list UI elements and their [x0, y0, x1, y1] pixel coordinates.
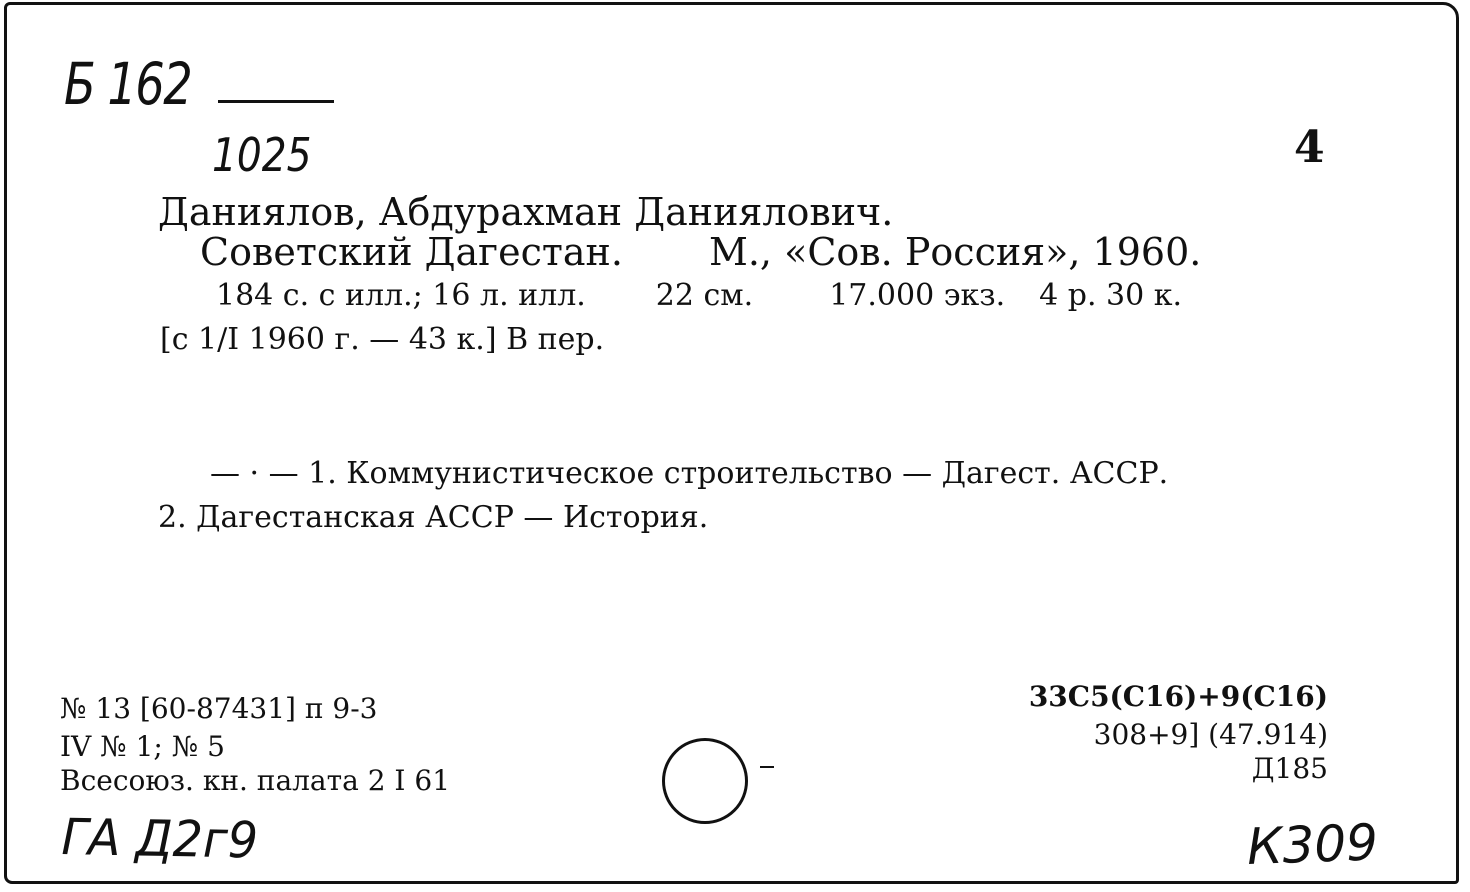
pages: 184 с. с илл.; 16 л. илл. [216, 278, 586, 313]
footer-left-line-2: IV № 1; № 5 [60, 730, 225, 763]
book-title: Советский Дагестан. [200, 230, 623, 274]
rod-hole-circle [662, 738, 748, 824]
title-line [200, 230, 1201, 274]
physical-description [216, 278, 1182, 313]
classification-line-1: 33С5(С16)+9(С16) [1028, 680, 1328, 713]
subject-line-2: 2. Дагестанская АССР — История. [158, 500, 709, 535]
classification-line-2: 308+9] (47.914) [1093, 718, 1328, 751]
shelf-mark-bottom: 1025 [212, 128, 312, 182]
price: 4 р. 30 к. [1039, 278, 1183, 313]
handwritten-code-left: ГА Д2г9 [61, 808, 259, 870]
footer-left-line-1: № 13 [60-87431] п 9-3 [60, 692, 378, 725]
author-heading: Даниялов, Абдурахман Даниялович. [158, 190, 894, 234]
footer-left-line-3: Всесоюз. кн. палата 2 I 61 [60, 764, 451, 797]
circle-tick-mark [760, 766, 774, 768]
shelf-mark-divider [218, 100, 334, 103]
price-note: [с 1/I 1960 г. — 43 к.] В пер. [160, 322, 605, 357]
publisher: М., «Сов. Россия», 1960. [708, 230, 1202, 274]
subject-line-1: — · — 1. Коммунистическое строительство — Дагест. АССР. [210, 456, 1169, 491]
handwritten-code-right: К309 [1246, 813, 1379, 876]
size: 22 см. [655, 278, 754, 313]
copies: 17.000 экз. [829, 278, 1006, 313]
classification-line-3: Д185 [1251, 752, 1328, 785]
shelf-mark-top: Б 162 [64, 50, 192, 118]
card-number: 4 [1294, 122, 1325, 173]
